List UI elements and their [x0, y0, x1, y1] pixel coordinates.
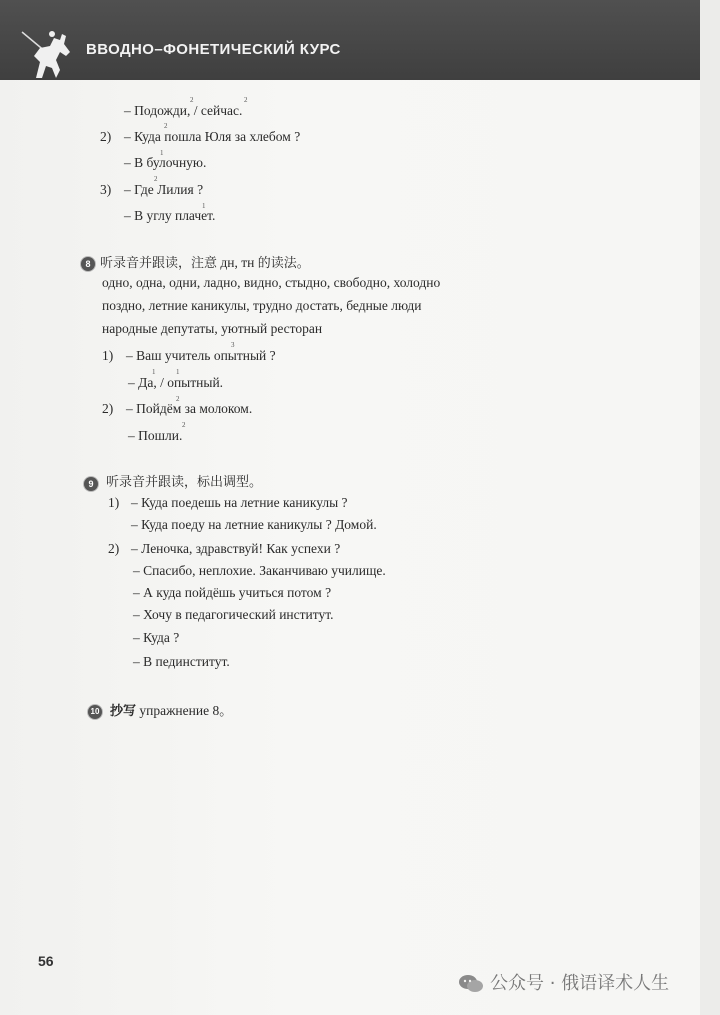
header-band: [0, 0, 700, 80]
exercise-8-instruction: [100, 255, 310, 272]
intonation-mark: 2: [244, 96, 248, 104]
dialog-line: – В углу плачет.: [124, 208, 216, 223]
dialog-line: – Спасибо, неплохие. Заканчиваю училище.: [133, 563, 386, 578]
page-number: 56: [38, 953, 54, 969]
dialog-line: – В пединститут.: [133, 654, 230, 669]
item-number: 2): [108, 541, 120, 556]
instruction-text-tail: 的读法。: [257, 256, 310, 271]
dialog-line: – А куда пойдёшь учиться потом ?: [133, 585, 332, 600]
header-title: ВВОДНО–ФОНЕТИЧЕСКИЙ КУРС: [86, 41, 341, 58]
instruction-text-zh: 听录音并跟读，注意: [100, 256, 218, 271]
dialog-line: – Куда поеду на летние каникулы ? Домой.: [131, 517, 377, 532]
page-header: [0, 0, 720, 80]
item-number: 2): [100, 129, 112, 144]
wechat-icon: [458, 974, 484, 994]
intonation-mark: 2: [190, 96, 194, 104]
dialog-line: – Хочу в педагогический институт.: [133, 607, 334, 622]
dialog-line: – В булочную.: [124, 155, 207, 170]
page-edge: [700, 0, 720, 1015]
dialog-line: – Пошли.: [128, 428, 183, 443]
exercise-10-instruction: [110, 703, 232, 720]
item-number: 3): [100, 182, 112, 197]
exercise-9-instruction: 听录音并跟读，标出调型。: [106, 475, 263, 490]
dialog-line: – Ваш учитель опытный ?: [126, 348, 276, 363]
instruction-text-ru: упражнение 8: [139, 703, 220, 718]
word-list-line: одно, одна, одни, ладно, видно, стыдно, свободно, холодно: [102, 275, 441, 290]
intonation-mark: 2: [176, 395, 180, 403]
dialog-line: – Куда ?: [133, 630, 180, 645]
word-list-line: народные депутаты, уютный ресторан: [102, 321, 323, 336]
exercise-number-badge: 9: [84, 477, 98, 491]
dialog-line: – Леночка, здравствуй! Как успехи ?: [131, 541, 341, 556]
intonation-mark: 1: [160, 149, 164, 157]
intonation-mark: 2: [154, 175, 158, 183]
intonation-mark: 1: [176, 368, 180, 376]
word-list-line: поздно, летние каникулы, трудно достать, бедные люди: [102, 298, 422, 313]
exercise-number-badge: 8: [81, 257, 95, 271]
exercise-number-badge: 10: [88, 705, 102, 719]
dialog-line: – Куда поедешь на летние каникулы ?: [131, 495, 348, 510]
item-number: 1): [108, 495, 120, 510]
instruction-text-ru: дн, тн: [220, 255, 255, 270]
instruction-text-zh: 抄写: [110, 704, 137, 719]
dialog-line: – Куда пошла Юля за хлебом ?: [124, 129, 301, 144]
intonation-mark: 1: [152, 368, 156, 376]
item-number: 2): [102, 401, 114, 416]
dialog-line: – Где Лилия ?: [124, 182, 204, 197]
intonation-mark: 2: [182, 421, 186, 429]
dialog-line: – Подожди, / сейчас.: [124, 103, 243, 118]
watermark-text: 公众号 · 俄语译术人生: [490, 973, 670, 994]
item-number: 1): [102, 348, 114, 363]
dialog-line: – Пойдём за молоком.: [126, 401, 253, 416]
horse-rider-icon: [16, 22, 80, 80]
instruction-text-tail: 。: [219, 704, 233, 719]
intonation-mark: 2: [164, 122, 168, 130]
dialog-line: – Да, / опытный.: [128, 375, 224, 390]
watermark: [458, 972, 669, 996]
intonation-mark: 3: [231, 341, 235, 349]
intonation-mark: 1: [202, 202, 206, 210]
